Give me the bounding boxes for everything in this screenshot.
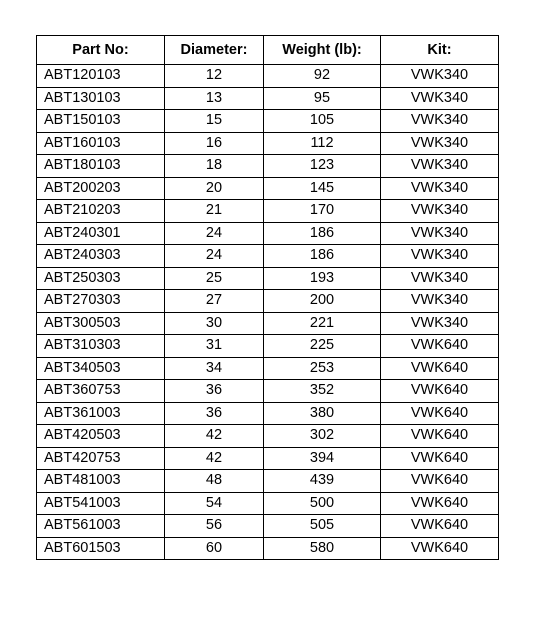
table-row: [37, 492, 499, 515]
cell-part-no: ABT130103: [37, 87, 165, 110]
cell-part-no: ABT360753: [37, 380, 165, 403]
cell-kit: VWK340: [381, 267, 499, 290]
cell-weight: 380: [264, 402, 381, 425]
cell-weight: 221: [264, 312, 381, 335]
cell-weight: 112: [264, 132, 381, 155]
cell-weight: 186: [264, 245, 381, 268]
cell-diameter: 31: [165, 335, 264, 358]
header-row: [37, 36, 499, 65]
cell-weight: 123: [264, 155, 381, 178]
header-weight: Weight (lb):: [264, 36, 381, 65]
cell-part-no: ABT200203: [37, 177, 165, 200]
table-body: [37, 65, 499, 560]
cell-diameter: 60: [165, 537, 264, 560]
table-row: [37, 447, 499, 470]
table-row: [37, 267, 499, 290]
table-row: [37, 380, 499, 403]
cell-kit: VWK340: [381, 290, 499, 313]
cell-weight: 95: [264, 87, 381, 110]
cell-diameter: 27: [165, 290, 264, 313]
header-diameter: Diameter:: [165, 36, 264, 65]
cell-diameter: 18: [165, 155, 264, 178]
cell-part-no: ABT150103: [37, 110, 165, 133]
cell-kit: VWK640: [381, 515, 499, 538]
cell-part-no: ABT300503: [37, 312, 165, 335]
cell-diameter: 12: [165, 65, 264, 88]
cell-diameter: 25: [165, 267, 264, 290]
cell-weight: 500: [264, 492, 381, 515]
cell-kit: VWK640: [381, 335, 499, 358]
cell-part-no: ABT210203: [37, 200, 165, 223]
table-row: [37, 515, 499, 538]
cell-weight: 394: [264, 447, 381, 470]
cell-part-no: ABT361003: [37, 402, 165, 425]
table-row: [37, 65, 499, 88]
cell-weight: 225: [264, 335, 381, 358]
table-row: [37, 177, 499, 200]
table-row: [37, 470, 499, 493]
cell-diameter: 34: [165, 357, 264, 380]
cell-weight: 145: [264, 177, 381, 200]
table-row: [37, 87, 499, 110]
cell-kit: VWK340: [381, 177, 499, 200]
cell-kit: VWK340: [381, 87, 499, 110]
cell-weight: 92: [264, 65, 381, 88]
cell-part-no: ABT561003: [37, 515, 165, 538]
cell-weight: 439: [264, 470, 381, 493]
table-row: [37, 290, 499, 313]
table-row: [37, 222, 499, 245]
cell-kit: VWK640: [381, 492, 499, 515]
cell-kit: VWK340: [381, 132, 499, 155]
cell-diameter: 20: [165, 177, 264, 200]
header-part-no: Part No:: [37, 36, 165, 65]
cell-diameter: 54: [165, 492, 264, 515]
cell-weight: 580: [264, 537, 381, 560]
cell-weight: 505: [264, 515, 381, 538]
cell-kit: VWK640: [381, 447, 499, 470]
table-row: [37, 537, 499, 560]
cell-diameter: 30: [165, 312, 264, 335]
cell-kit: VWK640: [381, 357, 499, 380]
cell-kit: VWK340: [381, 110, 499, 133]
table-row: [37, 425, 499, 448]
parts-table: [36, 35, 499, 560]
cell-part-no: ABT310303: [37, 335, 165, 358]
cell-kit: VWK340: [381, 155, 499, 178]
table-row: [37, 357, 499, 380]
table-row: [37, 335, 499, 358]
cell-diameter: 36: [165, 402, 264, 425]
table-header: [37, 36, 499, 65]
table-row: [37, 200, 499, 223]
cell-part-no: ABT541003: [37, 492, 165, 515]
cell-diameter: 21: [165, 200, 264, 223]
cell-part-no: ABT250303: [37, 267, 165, 290]
cell-kit: VWK640: [381, 402, 499, 425]
cell-part-no: ABT240303: [37, 245, 165, 268]
cell-weight: 193: [264, 267, 381, 290]
cell-diameter: 48: [165, 470, 264, 493]
cell-weight: 253: [264, 357, 381, 380]
table-row: [37, 155, 499, 178]
cell-diameter: 16: [165, 132, 264, 155]
cell-weight: 302: [264, 425, 381, 448]
cell-diameter: 13: [165, 87, 264, 110]
cell-kit: VWK640: [381, 425, 499, 448]
cell-part-no: ABT180103: [37, 155, 165, 178]
cell-weight: 105: [264, 110, 381, 133]
cell-part-no: ABT481003: [37, 470, 165, 493]
table-row: [37, 132, 499, 155]
table-row: [37, 245, 499, 268]
cell-weight: 170: [264, 200, 381, 223]
table-row: [37, 402, 499, 425]
cell-part-no: ABT420503: [37, 425, 165, 448]
cell-kit: VWK340: [381, 245, 499, 268]
cell-part-no: ABT601503: [37, 537, 165, 560]
cell-weight: 352: [264, 380, 381, 403]
cell-diameter: 15: [165, 110, 264, 133]
cell-diameter: 56: [165, 515, 264, 538]
cell-part-no: ABT240301: [37, 222, 165, 245]
cell-part-no: ABT160103: [37, 132, 165, 155]
cell-diameter: 36: [165, 380, 264, 403]
cell-part-no: ABT270303: [37, 290, 165, 313]
cell-kit: VWK340: [381, 222, 499, 245]
table-row: [37, 312, 499, 335]
cell-kit: VWK340: [381, 200, 499, 223]
header-kit: Kit:: [381, 36, 499, 65]
cell-kit: VWK640: [381, 470, 499, 493]
cell-kit: VWK640: [381, 380, 499, 403]
cell-kit: VWK340: [381, 312, 499, 335]
cell-diameter: 24: [165, 222, 264, 245]
cell-weight: 200: [264, 290, 381, 313]
cell-weight: 186: [264, 222, 381, 245]
cell-part-no: ABT420753: [37, 447, 165, 470]
cell-part-no: ABT340503: [37, 357, 165, 380]
cell-diameter: 24: [165, 245, 264, 268]
cell-kit: VWK340: [381, 65, 499, 88]
table-row: [37, 110, 499, 133]
cell-diameter: 42: [165, 425, 264, 448]
cell-diameter: 42: [165, 447, 264, 470]
cell-kit: VWK640: [381, 537, 499, 560]
cell-part-no: ABT120103: [37, 65, 165, 88]
